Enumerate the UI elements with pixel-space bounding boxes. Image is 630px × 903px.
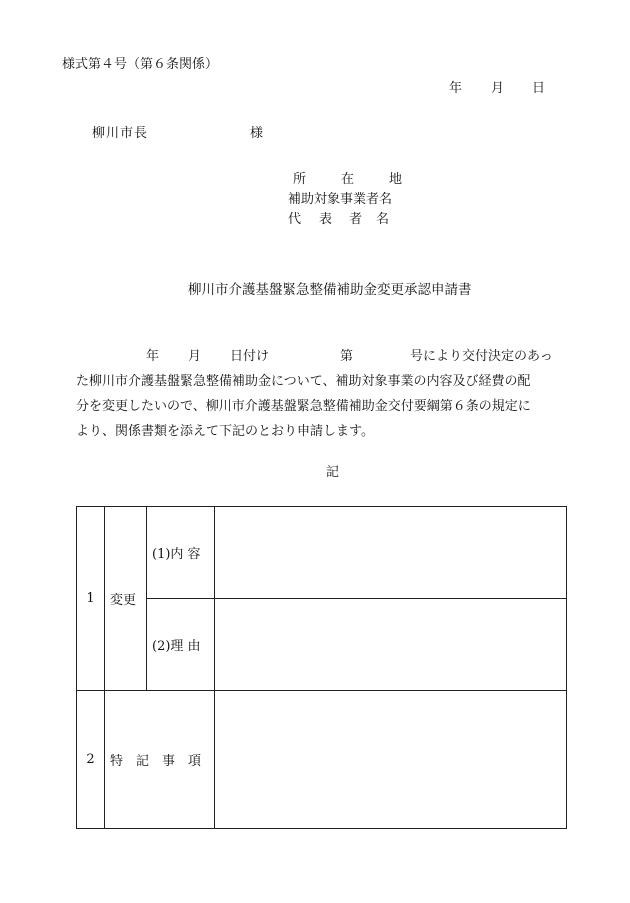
location-char-3: 地 bbox=[389, 172, 403, 187]
business-name-label: 補助対象事業者名 bbox=[288, 192, 393, 207]
table-row bbox=[77, 599, 567, 691]
row1-category: 変更 bbox=[105, 507, 147, 691]
representative-char-3: 者 bbox=[349, 212, 363, 227]
body-line-4: より、関係書類を添えて下記のとおり申請します。 bbox=[76, 424, 374, 439]
body-day-label: 日付け bbox=[230, 349, 270, 364]
body-line-2: た柳川市介護基盤緊急整備補助金について、補助対象事業の内容及び経費の配 bbox=[76, 374, 531, 389]
row1-reason-label: (2)理 由 bbox=[147, 599, 215, 691]
body-line-3: 分を変更したいので、柳川市介護基盤緊急整備補助金交付要綱第６条の規定に bbox=[76, 399, 531, 414]
date-day-label: 日 bbox=[532, 81, 546, 96]
row1-number: 1 bbox=[77, 507, 105, 691]
date-year-label: 年 bbox=[449, 81, 463, 96]
row2-value bbox=[215, 691, 567, 829]
row1-content-label: (1)内 容 bbox=[147, 507, 215, 599]
representative-char-2: 表 bbox=[319, 212, 333, 227]
location-char-2: 在 bbox=[341, 172, 355, 187]
addressee-honorific: 様 bbox=[250, 126, 264, 141]
body-first-line-rest: 号により交付決定のあっ bbox=[410, 349, 553, 364]
row2-label: 特 記 事 項 bbox=[105, 691, 215, 829]
table-row bbox=[77, 507, 567, 599]
row1-content-value bbox=[215, 507, 567, 599]
document-title: 柳川市介護基盤緊急整備補助金変更承認申請書 bbox=[188, 282, 472, 298]
addressee-name: 柳川市長 bbox=[92, 126, 149, 141]
body-month-label: 月 bbox=[188, 349, 202, 364]
ki-heading: 記 bbox=[326, 465, 340, 480]
row1-reason-value bbox=[215, 599, 567, 691]
body-year-label: 年 bbox=[146, 349, 160, 364]
location-char-1: 所 bbox=[293, 172, 307, 187]
date-month-label: 月 bbox=[491, 81, 505, 96]
form-number: 様式第４号（第６条関係） bbox=[62, 57, 219, 72]
body-dai-label: 第 bbox=[340, 349, 354, 364]
representative-char-4: 名 bbox=[376, 212, 390, 227]
application-table bbox=[76, 506, 567, 829]
row2-number: 2 bbox=[77, 691, 105, 829]
representative-char-1: 代 bbox=[288, 212, 302, 227]
table-row bbox=[77, 691, 567, 829]
